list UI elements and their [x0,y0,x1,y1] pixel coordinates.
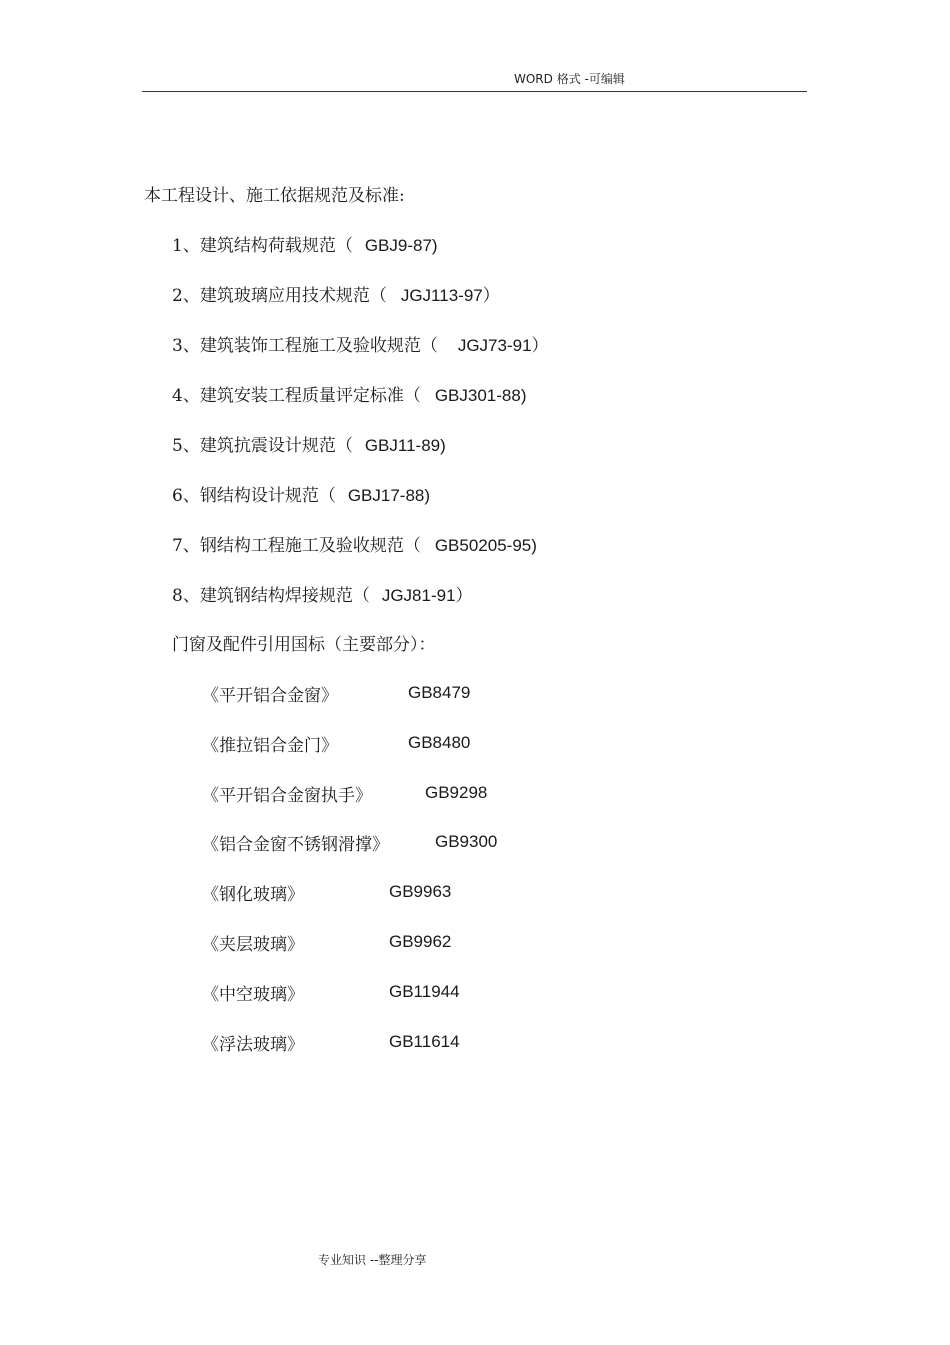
page-header: WORD 格式 -可编辑 [514,72,625,86]
standard-code: GB11614 [389,1032,460,1051]
spec-label: 6、钢结构设计规范（ [172,486,336,506]
page-footer: 专业知识 --整理分享 [318,1253,427,1267]
standard-code: GB8479 [408,683,471,702]
standard-code: GB11944 [389,982,460,1001]
standard-name: 《浮法玻璃》 [202,1035,304,1055]
spec-item-1 [172,231,438,256]
standard-code: GB9300 [435,832,498,851]
standard-code: GB9963 [389,882,452,901]
door-window-subheading: 门窗及配件引用国标（主要部分）： [172,635,436,655]
spec-item-6 [172,481,430,506]
standard-code: GB8480 [408,733,471,752]
spec-item-5 [172,431,446,456]
spec-label: 2、建筑玻璃应用技术规范（ [172,286,387,306]
spec-code: JGJ81-91） [381,586,473,605]
spec-code: GBJ301-88) [434,386,527,405]
spec-label: 7、钢结构工程施工及验收规范（ [172,536,421,556]
spec-code: GBJ17-88) [347,486,431,505]
standard-name: 《夹层玻璃》 [202,935,304,955]
spec-label: 3、建筑装饰工程施工及验收规范（ [172,336,438,356]
spec-code: JGJ73-91） [457,336,549,355]
spec-code: GB50205-95) [434,536,537,555]
spec-label: 1、建筑结构荷载规范（ [172,236,353,256]
standard-name: 《平开铝合金窗》 [202,686,338,706]
spec-label: 4、建筑安装工程质量评定标准（ [172,386,421,406]
spec-code: GBJ11-89) [364,436,446,455]
spec-item-4 [172,381,527,406]
spec-label: 5、建筑抗震设计规范（ [172,436,353,456]
standard-name: 《铝合金窗不锈钢滑撑》 [202,835,389,855]
spec-code: GBJ9-87) [364,236,438,255]
standard-code: GB9298 [425,783,488,802]
standard-name: 《平开铝合金窗执手》 [202,786,372,806]
standard-name: 《钢化玻璃》 [202,885,304,905]
spec-item-8 [172,581,473,606]
spec-code: JGJ113-97） [400,286,500,305]
spec-label: 8、建筑钢结构焊接规范（ [172,586,370,606]
spec-item-7 [172,531,537,556]
standard-name: 《推拉铝合金门》 [202,736,338,756]
intro-heading: 本工程设计、施工依据规范及标准: [144,186,405,206]
header-rule [142,91,807,92]
standard-code: GB9962 [389,932,452,951]
standard-name: 《中空玻璃》 [202,985,304,1005]
spec-item-3 [172,331,549,356]
spec-item-2 [172,281,500,306]
